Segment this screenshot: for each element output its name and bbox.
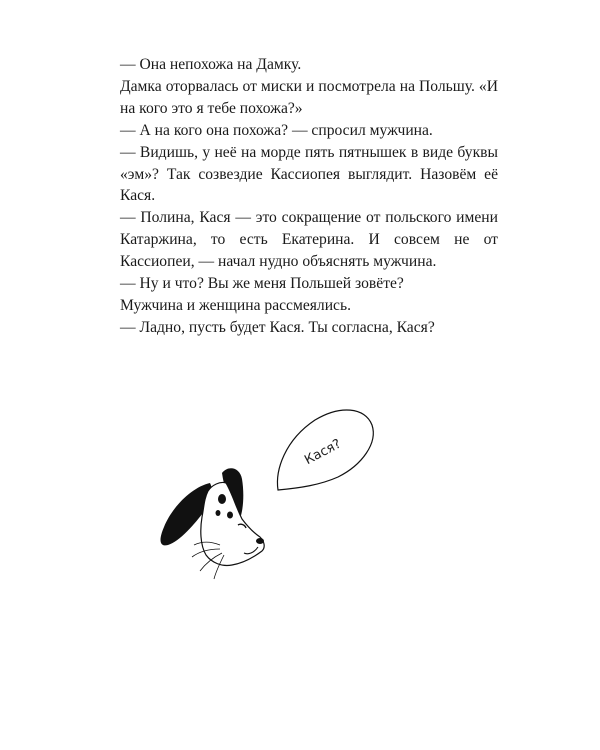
paragraph: — Видишь, у неё на морде пять пятнышек в виде буквы «эм»? Так созвездие Кассиопея выглядит. Назовём её Кася. xyxy=(120,143,498,205)
speech-bubble-text: Кася? xyxy=(302,436,344,469)
paragraph: Дамка оторвалась от миски и посмотрела на Польшу. «И на кого это я тебе похожа?» xyxy=(120,77,498,117)
paragraph: — А на кого она похожа? — спросил мужчина. xyxy=(120,121,433,139)
dog-spot xyxy=(227,512,233,519)
dog-spot xyxy=(216,510,221,516)
paragraph: — Ну и что? Вы же меня Польшей зовёте? xyxy=(120,275,404,293)
text-block xyxy=(120,54,498,339)
dog-nose xyxy=(256,538,264,544)
speech-bubble xyxy=(277,410,373,490)
dog-illustration xyxy=(150,395,390,595)
paragraph: — Она непохожа на Дамку. xyxy=(120,56,302,73)
paragraph: Мужчина и женщина рассмеялись. xyxy=(120,296,351,314)
dog-head-drawing-icon xyxy=(150,395,390,595)
dog-spot xyxy=(218,494,226,504)
paragraph: — Полина, Кася — это сокращение от польского имени Катаржина, то есть Екатерина. И совсем не от Кассиопеи, — начал нудно объяснять мужчина. xyxy=(120,209,498,271)
paragraph: — Ладно, пусть будет Кася. Ты согласна, Кася? xyxy=(120,318,435,336)
